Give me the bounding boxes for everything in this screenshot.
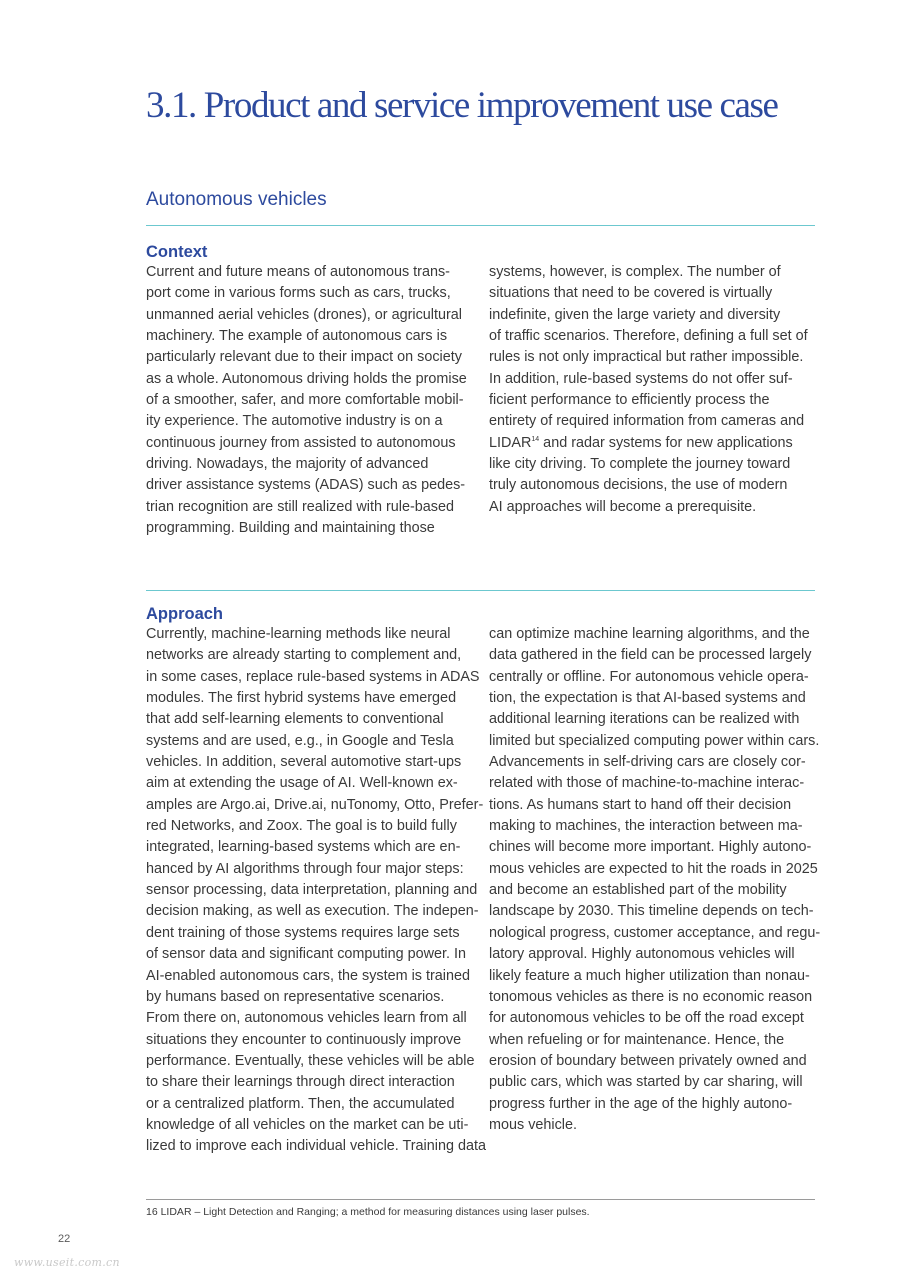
text-line: trian recognition are still realized with rule-based	[146, 498, 454, 515]
text-line: networks are already starting to complement and,	[146, 647, 462, 664]
text-line: hanced by AI algorithms through four major steps:	[146, 860, 464, 877]
text-line: Current and future means of autonomous trans-	[146, 264, 450, 280]
text-line: tion, the expectation is that AI-based systems and	[489, 690, 806, 707]
text-line: integrated, learning-based systems which are en-	[146, 839, 461, 856]
text-line: sensor processing, data interpretation, planning and	[146, 882, 478, 899]
section-heading: Autonomous vehicles	[146, 189, 327, 210]
text-line: as a whole. Autonomous driving holds the promise	[146, 370, 467, 387]
context-column-left	[146, 262, 476, 539]
text-line: In addition, rule-based systems do not offer suf-	[489, 370, 793, 387]
lidar-line-rest: and radar systems for new applications	[539, 434, 793, 451]
text-line: mous vehicles are expected to hit the roads in 2025	[489, 860, 818, 877]
text-line: can optimize machine learning algorithms, and the	[489, 626, 810, 642]
text-line: data gathered in the field can be processed largely	[489, 647, 812, 664]
text-line: Currently, machine-learning methods like neural	[146, 626, 451, 642]
text-line: chines will become more important. Highly autono-	[489, 839, 812, 856]
approach-column-left	[146, 624, 486, 1158]
text-line: of sensor data and significant computing power. In	[146, 946, 466, 963]
text-line: continuous journey from assisted to autonomous	[146, 434, 456, 451]
text-line: AI-enabled autonomous cars, the system is trained	[146, 967, 470, 984]
text-line: latory approval. Highly autonomous vehicles will	[489, 946, 795, 963]
text-line: by humans based on representative scenarios.	[146, 988, 445, 1005]
text-line: rules is not only impractical but rather impossible.	[489, 349, 804, 366]
text-line: Advancements in self-driving cars are closely cor-	[489, 754, 806, 771]
text-line: dent training of those systems requires large sets	[146, 924, 460, 941]
text-line: landscape by 2030. This timeline depends on tech-	[489, 903, 814, 920]
text-line: likely feature a much higher utilization than nonau-	[489, 967, 810, 984]
footnote: 16 LIDAR – Light Detection and Ranging; a method for measuring distances using laser pulses.	[146, 1206, 590, 1218]
footnote-divider	[146, 1199, 815, 1200]
text-line: when refueling or for maintenance. Hence, the	[489, 1031, 785, 1048]
text-line: lized to improve each individual vehicle. Training data	[146, 1138, 486, 1155]
text-line: like city driving. To complete the journey toward	[489, 456, 791, 473]
text-line: situations that need to be covered is virtually	[489, 285, 773, 302]
footnote-ref: 14	[531, 435, 540, 443]
text-line: programming. Building and maintaining those	[146, 520, 435, 537]
text-line: limited but specialized computing power within cars.	[489, 732, 820, 749]
text-line: knowledge of all vehicles on the market can be uti-	[146, 1116, 469, 1133]
text-line: entirety of required information from cameras and	[489, 413, 805, 430]
approach-divider	[146, 590, 815, 591]
text-line: nological progress, customer acceptance, and regu-	[489, 924, 821, 941]
text-line: vehicles. In addition, several automotive start-ups	[146, 754, 462, 771]
text-line: red Networks, and Zoox. The goal is to build fully	[146, 818, 457, 835]
text-line: for autonomous vehicles to be off the road except	[489, 1010, 804, 1027]
section-divider	[146, 225, 815, 226]
text-line: of traffic scenarios. Therefore, defining a full set of	[489, 328, 808, 345]
lidar-word: LIDAR	[489, 434, 532, 451]
text-line: driving. Nowadays, the majority of advanced	[146, 456, 429, 473]
text-line: decision making, as well as execution. The indepen-	[146, 903, 479, 920]
text-line: erosion of boundary between privately owned and	[489, 1052, 807, 1069]
context-column-right-bottom	[489, 454, 819, 518]
text-line: amples are Argo.ai, Drive.ai, nuTonomy, Otto, Prefer-	[146, 796, 484, 813]
context-column-right	[489, 262, 819, 518]
text-line: ficient performance to efficiently process the	[489, 392, 770, 409]
watermark: www.useit.com.cn	[14, 1256, 120, 1269]
context-heading: Context	[146, 243, 208, 261]
text-line: particularly relevant due to their impact on society	[146, 349, 462, 366]
text-line: and become an established part of the mobility	[489, 882, 787, 899]
text-line: performance. Eventually, these vehicles will be able	[146, 1052, 475, 1069]
text-line: systems and are used, e.g., in Google and Tesla	[146, 732, 454, 749]
text-line: indefinite, given the large variety and diversity	[489, 306, 781, 323]
text-line: From there on, autonomous vehicles learn from all	[146, 1010, 467, 1027]
text-line: machinery. The example of autonomous cars is	[146, 328, 448, 345]
text-line: public cars, which was started by car sharing, will	[489, 1074, 803, 1091]
text-line: AI approaches will become a prerequisite.	[489, 498, 757, 515]
text-line: mous vehicle.	[489, 1116, 577, 1133]
page-number: 22	[58, 1233, 71, 1245]
text-line: ity experience. The automotive industry is on a	[146, 413, 443, 430]
text-line: tonomous vehicles as there is no economic reason	[489, 988, 813, 1005]
lidar-line	[489, 433, 819, 454]
approach-column-right	[489, 624, 819, 1136]
text-line: situations they encounter to continuously improve	[146, 1031, 462, 1048]
text-line: centrally or offline. For autonomous vehicle opera-	[489, 668, 809, 685]
text-line: to share their learnings through direct interaction	[146, 1074, 455, 1091]
text-line: progress further in the age of the highly autono-	[489, 1095, 793, 1112]
text-line: related with those of machine-to-machine interac-	[489, 775, 805, 792]
text-line: making to machines, the interaction between ma-	[489, 818, 803, 835]
text-line: of a smoother, safer, and more comfortable mobil-	[146, 392, 464, 409]
context-column-right-top	[489, 262, 819, 433]
page-title: 3.1. Product and service improvement use case	[146, 85, 778, 126]
text-line: or a centralized platform. Then, the accumulated	[146, 1095, 455, 1112]
text-line: unmanned aerial vehicles (drones), or agricultural	[146, 306, 462, 323]
text-line: driver assistance systems (ADAS) such as pedes-	[146, 477, 466, 494]
text-line: aim at extending the usage of AI. Well-known ex-	[146, 775, 458, 792]
text-line: in some cases, replace rule-based systems in ADAS	[146, 668, 480, 685]
text-line: that add self-learning elements to conventional	[146, 711, 444, 728]
text-line: truly autonomous decisions, the use of modern	[489, 477, 788, 494]
text-line: systems, however, is complex. The number of	[489, 264, 781, 280]
text-line: additional learning iterations can be realized with	[489, 711, 800, 728]
text-line: port come in various forms such as cars, trucks,	[146, 285, 451, 302]
text-line: modules. The first hybrid systems have emerged	[146, 690, 457, 707]
approach-heading: Approach	[146, 605, 224, 623]
text-line: tions. As humans start to hand off their decision	[489, 796, 792, 813]
